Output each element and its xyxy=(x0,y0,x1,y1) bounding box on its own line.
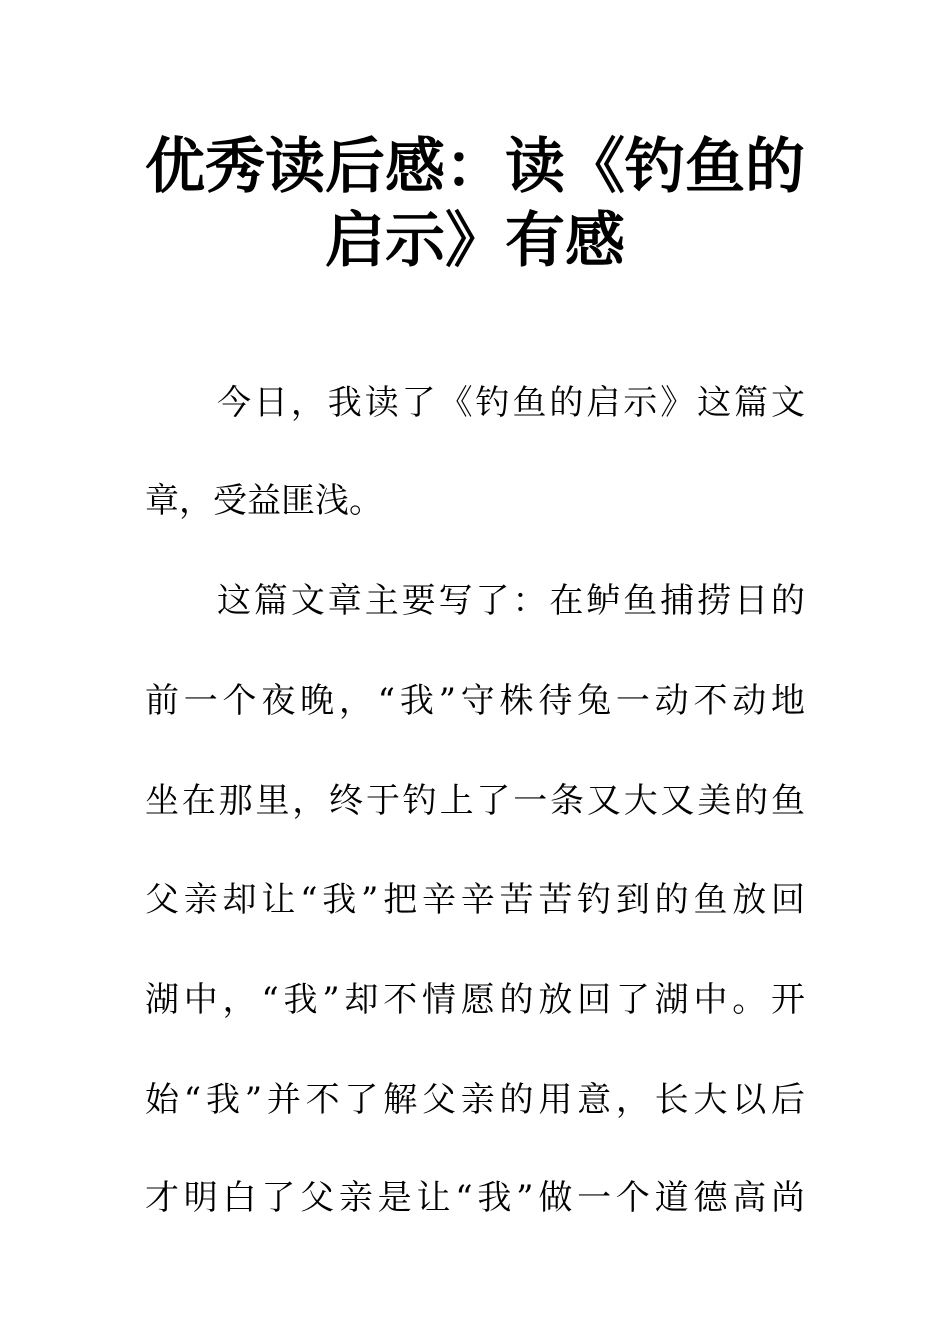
paragraph-2-line-2: 前一个夜晚，“我”守株待兔一动不动地 xyxy=(145,681,805,721)
title-line-1: 优秀读后感：读《钓鱼的 xyxy=(145,132,805,202)
paragraph-1-line-1: 今日，我读了《钓鱼的启示》这篇文 xyxy=(217,383,805,423)
paragraph-2-line-4: 父亲却让“我”把辛辛苦苦钓到的鱼放回 xyxy=(145,880,805,920)
paragraph-2-line-1: 这篇文章主要写了：在鲈鱼捕捞日的 xyxy=(217,581,805,621)
title-line-2: 启示》有感 xyxy=(325,206,625,276)
paragraph-2-line-3: 坐在那里，终于钓上了一条又大又美的鱼 xyxy=(145,781,805,821)
paragraph-2-line-5: 湖中，“我”却不情愿的放回了湖中。开 xyxy=(145,980,805,1020)
paragraph-2-line-6: 始“我”并不了解父亲的用意，长大以后 xyxy=(145,1080,805,1120)
paragraph-2-line-7: 才明白了父亲是让“我”做一个道德高尚 xyxy=(145,1178,805,1218)
paragraph-1-line-2: 章，受益匪浅。 xyxy=(145,481,383,521)
document-title xyxy=(145,130,805,278)
